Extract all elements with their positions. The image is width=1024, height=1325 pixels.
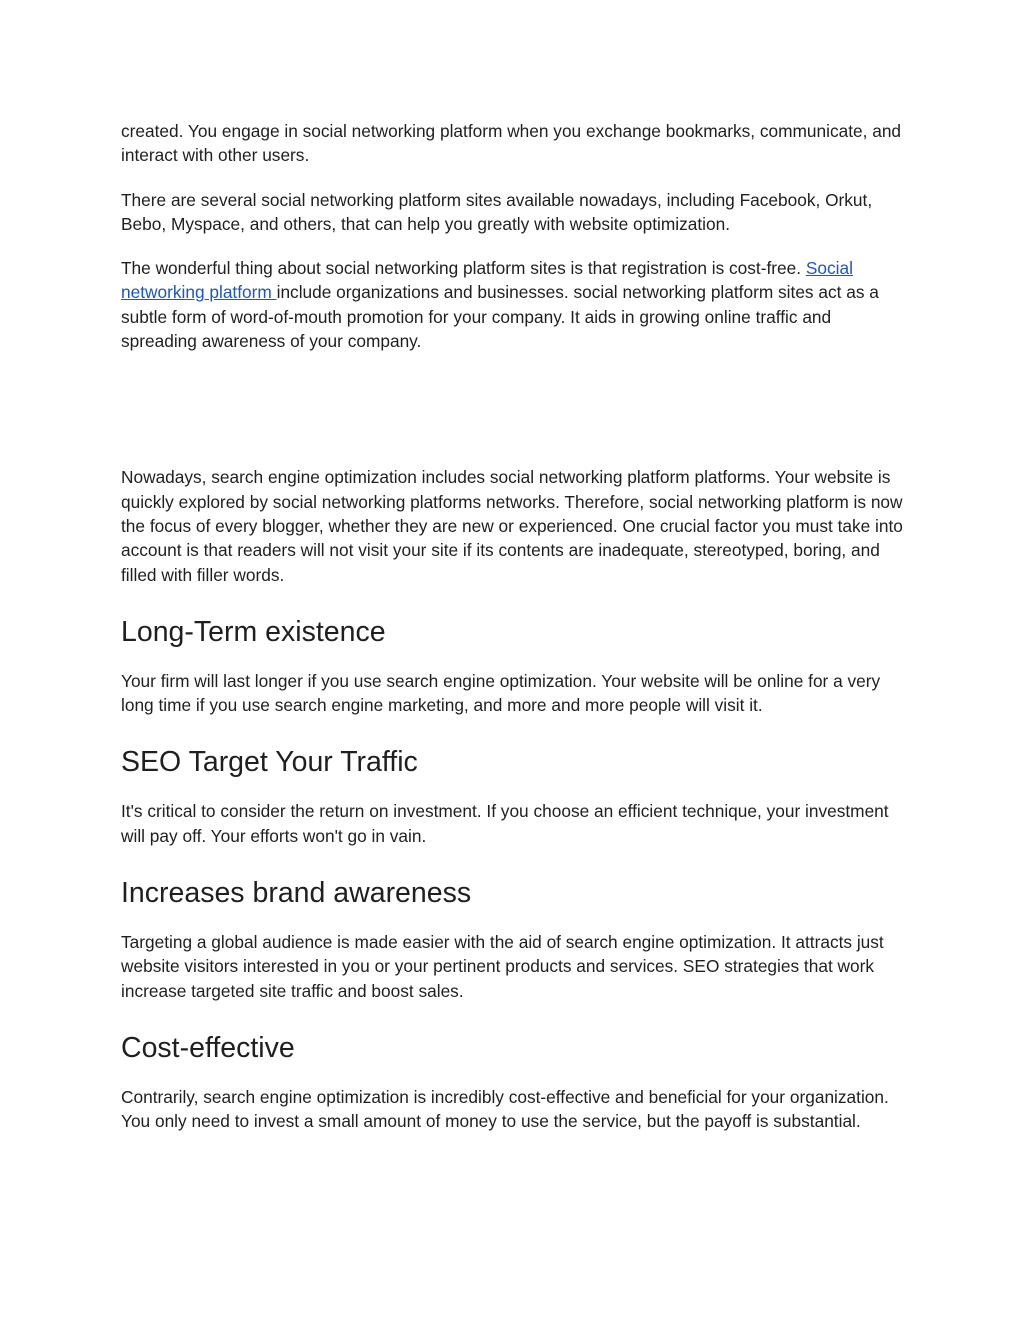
paragraph-long-term-existence: Your firm will last longer if you use search engine optimization. Your website will be online for a very long time if you use search engine marketing, and more and more people will visit it.	[121, 670, 881, 716]
paragraph-seo-social: Nowadays, search engine optimization includes social networking platform platforms. Your website is quickly explored by social networking platforms networks. Therefore, social networking platform is now the focus of every blogger, whether they are new or experienced. One crucial factor you must take into account is that readers will not visit your site if its contents are inadequate, stereotyped, boring, and filled with filler words.	[121, 467, 903, 585]
paragraph-seo-target-traffic: It's critical to consider the return on investment. If you choose an efficient technique, your investment will pay off. Your efforts won't go in vain.	[121, 801, 889, 846]
paragraph-registration-text-after: include organizations and businesses. social networking platform sites act as a subtle form of word-of-mouth promotion for your company. It aids in growing online traffic and spreading awareness of your company.	[121, 282, 879, 352]
heading-seo-target-traffic: SEO Target Your Traffic	[121, 746, 418, 779]
heading-brand-awareness: Increases brand awareness	[121, 877, 472, 910]
heading-cost-effective: Cost-effective	[121, 1031, 295, 1064]
paragraph-bookmarks: created. You engage in social networking platform when you exchange bookmarks, communicate, and interact with other users.	[121, 121, 902, 166]
heading-long-term-existence: Long-Term existence	[121, 615, 386, 648]
document-page	[121, 119, 907, 1134]
paragraph-cost-effective: Contrarily, search engine optimization is incredibly cost-effective and beneficial for your organization. You only need to invest a small amount of money to use the service, but the payoff is substantial.	[121, 1086, 889, 1132]
paragraph-registration	[121, 256, 907, 353]
paragraph-social-sites: There are several social networking platform sites available nowadays, including Facebook, Orkut, Bebo, Myspace, and others, that can help you greatly with website optimization.	[121, 189, 873, 234]
paragraph-registration-text-before: The wonderful thing about social networking platform sites is that registration is cost-free.	[121, 258, 806, 279]
paragraph-brand-awareness: Targeting a global audience is made easier with the aid of search engine optimization. It attracts just website visitors interested in you or your pertinent products and services. SEO strategies that work increase targeted site traffic and boost sales.	[121, 932, 884, 1001]
social-networking-platform-link[interactable]: Social networking platform	[121, 258, 853, 303]
